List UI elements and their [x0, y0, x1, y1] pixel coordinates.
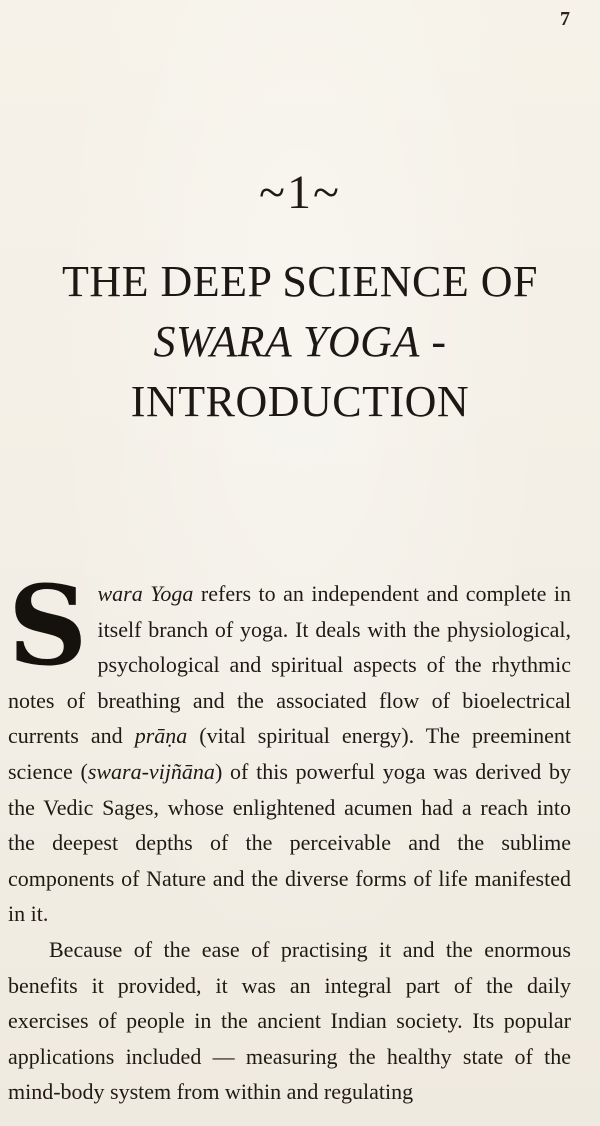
chapter-title-dash: -: [419, 317, 447, 366]
chapter-title-italic: SWARA YOGA: [153, 317, 420, 366]
chapter-title-line-1: THE DEEP SCIENCE OF: [62, 257, 538, 306]
paragraph-1-segment: ) of this powerful yoga was derived by the Vedic Sages, whose enlightened acumen had a reach into the deepest depths of the perceivable and the sublime components of Nature and the diverse forms of life manifested in it.: [8, 758, 571, 927]
chapter-number: ~1~: [259, 166, 341, 219]
paragraph-1-segment: wara Yoga: [97, 581, 194, 606]
paragraph-1: [8, 561, 571, 932]
body-text: [8, 561, 571, 1110]
paragraph-1-segment: refers to an independent and complete in itself branch of yoga. It deals with the physiological, psychological and spiritual aspects of the rhythmic notes of breathing and the associated flow of bioelectrical currents and: [8, 581, 571, 749]
paragraph-2: Because of the ease of practising it and the enormous benefits it provided, it was an integral part of the daily exercises of people in the ancient Indian society. Its popular applications included — measuring the healthy state of the mind-body system from within and regulating: [8, 936, 571, 1105]
drop-cap: S: [8, 561, 88, 690]
chapter-title-line-3: INTRODUCTION: [130, 377, 470, 426]
paragraph-1-segment: prāṇa: [134, 723, 188, 749]
paragraph-1-segment: (vital spiritual energy). The preeminent science (: [8, 723, 571, 784]
chapter-title: [20, 252, 580, 432]
page-number: 7: [560, 8, 570, 30]
chapter-title-line-2: [20, 312, 580, 372]
paragraph-1-segment: swara-vijñāna: [87, 758, 215, 784]
